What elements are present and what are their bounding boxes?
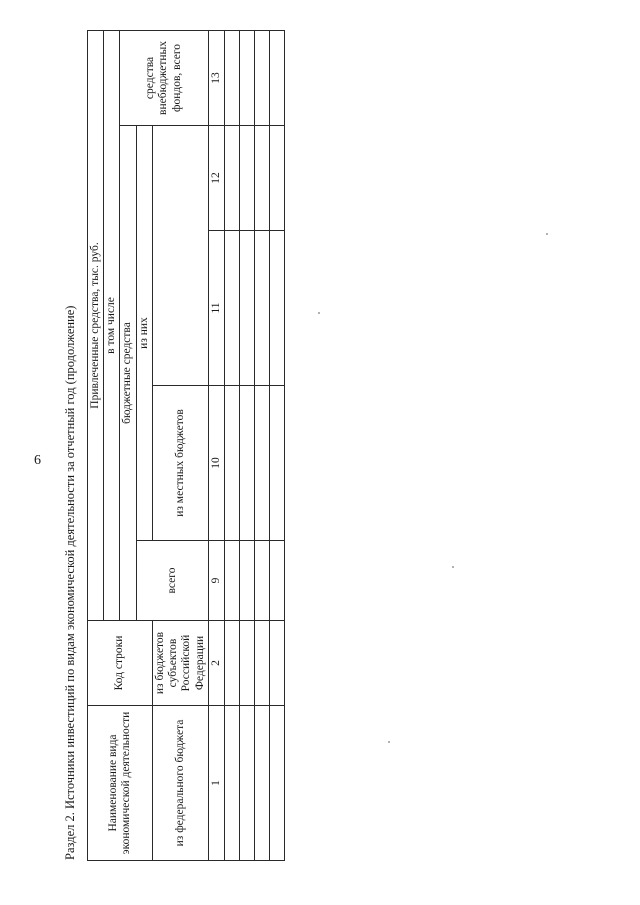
header-of-them: из них — [136, 126, 152, 541]
header-budget-funds: бюджетные средства — [120, 126, 136, 621]
column-number: 10 — [208, 386, 224, 541]
section-heading: Раздел 2. Источники инвестиций по видам экономической деятельности за отчетный год (продолжение) — [63, 305, 77, 860]
column-number: 12 — [208, 126, 224, 231]
header-local-budgets: из местных бюджетов — [152, 386, 208, 541]
column-number: 13 — [208, 30, 224, 125]
header-attracted-funds: Привлеченные средства, тыс. руб. — [88, 30, 104, 620]
scan-speck — [388, 741, 390, 743]
column-numbers-row — [208, 30, 224, 860]
page-number: 6 — [34, 453, 41, 468]
header-activity-name: Наименование вида экономической деятельности — [88, 706, 153, 861]
header-extra-budget-funds: средства внебюджетных фондов, всего — [120, 30, 208, 125]
table-row — [269, 30, 284, 860]
table-row — [224, 30, 239, 860]
column-number: 1 — [208, 706, 224, 861]
header-budget-total: всего — [136, 541, 208, 621]
scan-speck — [452, 566, 454, 568]
scan-speck — [318, 312, 320, 314]
header-row-code: Код строки — [88, 621, 153, 706]
scan-speck — [546, 233, 548, 235]
table-row — [239, 30, 254, 860]
header-in-that-number: в том числе — [104, 30, 120, 620]
investment-sources-table — [87, 30, 285, 861]
header-federal-budget: из федерального бюджета — [152, 706, 208, 861]
column-number: 9 — [208, 541, 224, 621]
table-row — [254, 30, 269, 860]
column-number: 2 — [208, 621, 224, 706]
header-regional-budgets: из бюджетов субъектов Российской Федерации — [152, 621, 208, 706]
column-number: 11 — [208, 231, 224, 386]
